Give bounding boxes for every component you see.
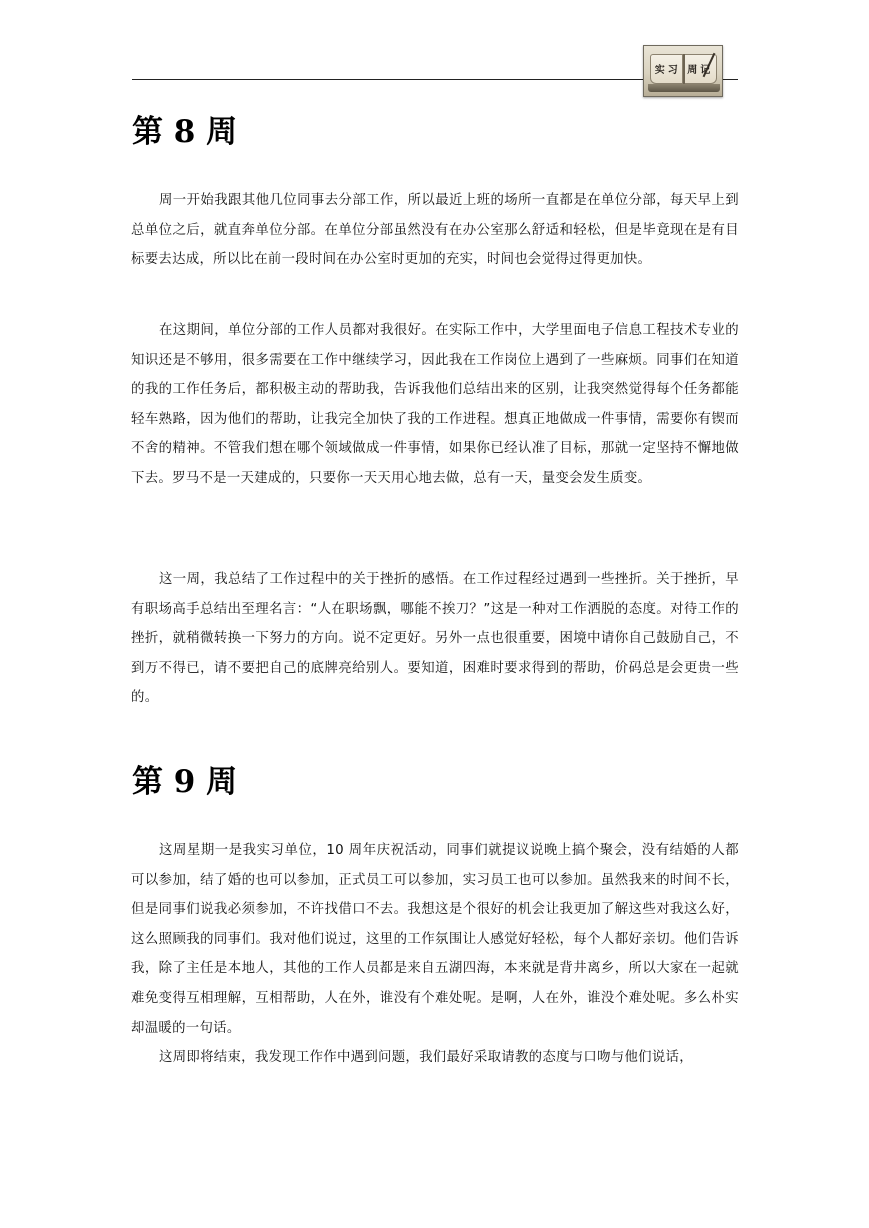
paragraph: 周一开始我跟其他几位同事去分部工作，所以最近上班的场所一直都是在单位分部，每天早上到总单位之后，就直奔单位分部。在单位分部虽然没有在办公室那么舒适和轻松，但是毕竟现在是有目标要去达成，所以比在前一段时间在办公室时更加的充实，时间也会觉得过得更加快。: [131, 193, 739, 268]
paragraph: 这一周，我总结了工作过程中的关于挫折的感悟。在工作过程经过遇到一些挫折。关于挫折，早有职场高手总结出至理名言：“人在职场飘，哪能不挨刀？”这是一种对工作洒脱的态度。对待工作的挫折，就稍微转换一下努力的方向。说不定更好。另外一点也很重要，困境中请你自己鼓励自己，不到万不得已，请不要把自己的底牌亮给别人。要知道，困难时要求得到的帮助，价码总是会更贵一些的。: [131, 572, 739, 706]
book-base: [648, 84, 720, 92]
paragraph: 在这期间，单位分部的工作人员都对我很好。在实际工作中，大学里面电子信息工程技术专业的知识还是不够用，很多需要在工作中继续学习，因此我在工作岗位上遇到了一些麻烦。同事们在知道的我的工作任务后，都积极主动的帮助我，告诉我他们总结出来的区别，让我突然觉得每个任务都能轻车熟路，因为他们的帮助，让我完全加快了我的工作进程。想真正地做成一件事情，需要你有锲而不舍的精神。不管我们想在哪个领域做成一件事情，如果你已经认准了目标，那就一定坚持不懈地做下去。罗马不是一天建成的，只要你一天天用心地去做，总有一天，量变会发生质变。: [131, 323, 739, 486]
section-heading-week-9: 第 9 周: [132, 764, 238, 800]
paragraph: 这周即将结束，我发现工作作中遇到问题，我们最好采取请教的态度与口吻与他们说话，: [159, 1050, 693, 1065]
book-logo: [643, 45, 723, 97]
logo-text: 实习 周记: [654, 65, 714, 76]
paragraph: 这周星期一是我实习单位，10 周年庆祝活动，同事们就提议说晚上搞个聚会，没有结婚的人都可以参加，结了婚的也可以参加，正式员工可以参加，实习员工也可以参加。虽然我来的时间不长，但是同事们说我必须参加，不许找借口不去。我想这是个很好的机会让我更加了解这些对我这么好，这么照顾我的同事们。我对他们说过，这里的工作氛围让人感觉好轻松，每个人都好亲切。他们告诉我，除了主任是本地人，其他的工作人员都是来自五湖四海，本来就是背井离乡，所以大家在一起就难免变得互相理解，互相帮助，人在外，谁没有个难处呢。是啊，人在外，谁没个难处呢。多么朴实却温暖的一句话。: [131, 843, 739, 1036]
section-heading-week-8: 第 8 周: [132, 114, 238, 150]
